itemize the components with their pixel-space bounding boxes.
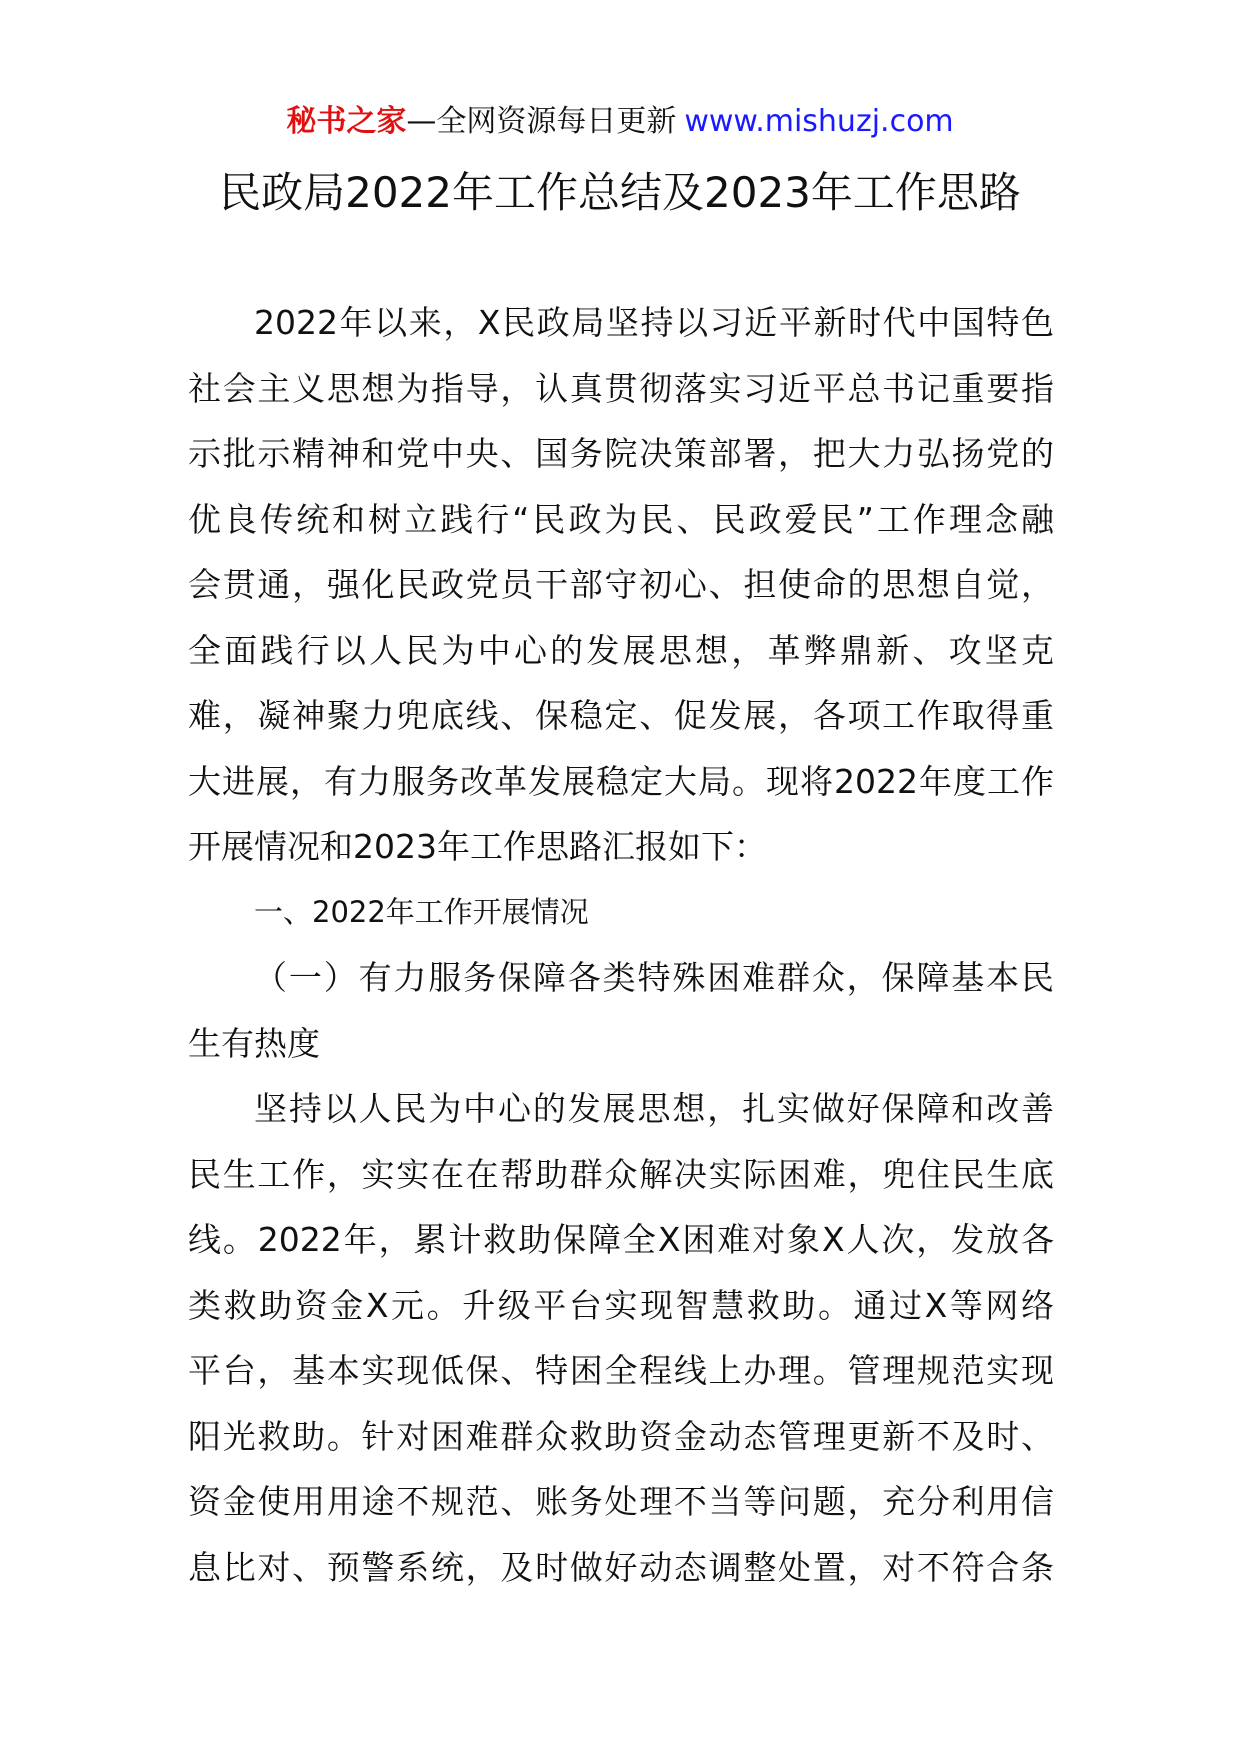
paragraph-line: 开展情况和2023年工作思路汇报如下： — [188, 827, 767, 866]
site-header — [0, 102, 1240, 142]
paragraph-line: 资金使用用途不规范、账务处理不当等问题，充分利用信 — [188, 1482, 1054, 1521]
site-url-link[interactable]: www.mishuzj.com — [684, 104, 954, 139]
document-body — [188, 290, 1054, 1600]
paragraph-line: 平台，基本实现低保、特困全程线上办理。管理规范实现 — [188, 1351, 1054, 1390]
paragraph-line: 社会主义思想为指导，认真贯彻落实习近平总书记重要指 — [188, 368, 1054, 408]
paragraph-line: 优良传统和树立践行“民政为民、民政爱民”工作理念融 — [188, 499, 1054, 539]
header-tagline: —全网资源每日更新 — [406, 104, 677, 139]
brand-name: 秘书之家 — [286, 104, 407, 139]
paragraph-line: 类救助资金X元。升级平台实现智慧救助。通过X等网络 — [188, 1285, 1054, 1325]
paragraph-line: 民生工作，实实在在帮助群众解决实际困难，兜住民生底 — [188, 1154, 1054, 1194]
subsection-heading: （一）有力服务保障各类特殊困难群众，保障基本民 — [254, 958, 1054, 997]
document-title: 民政局2022年工作总结及2023年工作思路 — [219, 168, 1021, 217]
paragraph-line: 息比对、预警系统，及时做好动态调整处置，对不符合条 — [188, 1547, 1054, 1587]
subsection-heading: 生有热度 — [188, 1023, 320, 1063]
paragraph-line: 阳光救助。针对困难群众救助资金动态管理更新不及时、 — [188, 1416, 1054, 1456]
paragraph-line: 难，凝神聚力兜底线、保稳定、促发展，各项工作取得重 — [188, 696, 1054, 735]
paragraph-line: 示批示精神和党中央、国务院决策部署，把大力弘扬党的 — [188, 434, 1054, 473]
paragraph-line: 大进展，有力服务改革发展稳定大局。现将2022年度工作 — [188, 761, 1054, 801]
section-heading: 一、2022年工作开展情况 — [254, 894, 589, 929]
paragraph-line: 坚持以人民为中心的发展思想，扎实做好保障和改善 — [254, 1089, 1054, 1128]
paragraph-line: 全面践行以人民为中心的发展思想，革弊鼎新、攻坚克 — [188, 630, 1054, 670]
paragraph-line: 会贯通，强化民政党员干部守初心、担使命的思想自觉， — [188, 565, 1054, 604]
paragraph-line: 2022年以来，X民政局坚持以习近平新时代中国特色 — [254, 303, 1054, 342]
paragraph-line: 线。2022年，累计救助保障全X困难对象X人次，发放各 — [188, 1220, 1054, 1259]
